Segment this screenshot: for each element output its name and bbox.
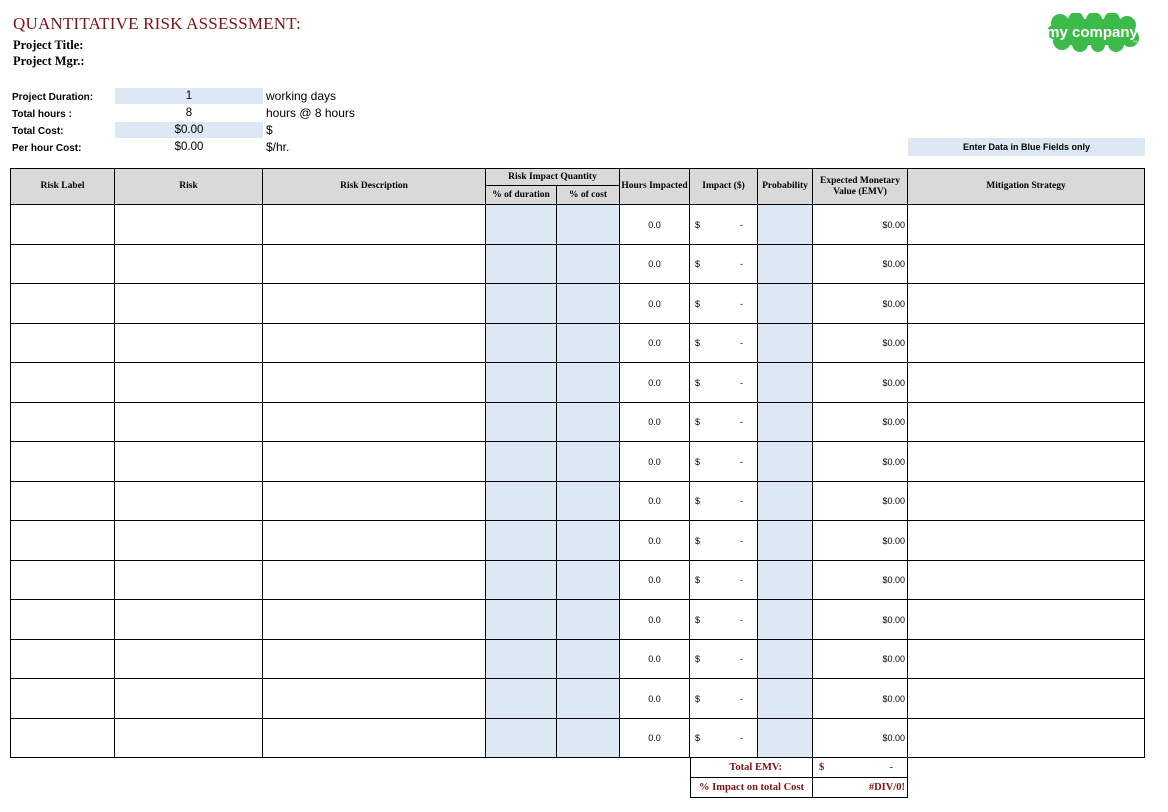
mitigation-strategy-cell[interactable] (908, 719, 1145, 758)
pct-cost-input[interactable] (557, 679, 620, 719)
hours-impacted-cell: 0.0 (620, 640, 690, 679)
header-pct-cost: % of cost (557, 186, 620, 205)
risk-description-cell[interactable] (263, 363, 486, 403)
risk-label-cell[interactable] (10, 521, 115, 561)
impact-cell (690, 403, 758, 442)
pct-duration-input[interactable] (486, 640, 557, 679)
probability-input[interactable] (758, 600, 813, 640)
pct-cost-input[interactable] (557, 482, 620, 521)
risk-cell[interactable] (115, 482, 263, 521)
probability-input[interactable] (758, 719, 813, 758)
impact-value: - (740, 219, 743, 230)
mitigation-strategy-cell[interactable] (908, 205, 1145, 245)
total-hours-label: Total hours : (12, 109, 72, 120)
risk-description-cell[interactable] (263, 482, 486, 521)
page-title: QUANTITATIVE RISK ASSESSMENT: (13, 14, 301, 33)
probability-input[interactable] (758, 640, 813, 679)
probability-input[interactable] (758, 442, 813, 482)
impact-cell (690, 640, 758, 679)
risk-cell[interactable] (115, 403, 263, 442)
hours-impacted-cell: 0.0 (620, 521, 690, 561)
total-emv-currency: $ (819, 762, 825, 773)
impact-currency: $ (695, 456, 701, 467)
pct-cost-input[interactable] (557, 403, 620, 442)
pct-duration-input[interactable] (486, 600, 557, 640)
header-pct-duration: % of duration (486, 186, 557, 205)
impact-cell (690, 324, 758, 363)
impact-currency: $ (695, 259, 701, 269)
total-hours-value: 8 (185, 107, 193, 119)
risk-description-cell[interactable] (263, 679, 486, 719)
impact-currency: $ (695, 496, 701, 506)
pct-duration-input[interactable] (486, 442, 557, 482)
header-probability: Probability (758, 168, 813, 205)
emv-cell: $0.00 (813, 324, 908, 363)
impact-value: - (740, 733, 743, 743)
risk-cell[interactable] (115, 324, 263, 363)
logo-trademark: ™ (1132, 40, 1138, 46)
pct-cost-input[interactable] (557, 561, 620, 600)
risk-description-cell[interactable] (263, 442, 486, 482)
pct-cost-input[interactable] (557, 719, 620, 758)
impact-cell (690, 679, 758, 719)
impact-cell (690, 482, 758, 521)
impact-on-total-cost-label: % Impact on total Cost (690, 778, 813, 798)
mitigation-strategy-cell[interactable] (908, 442, 1145, 482)
impact-currency: $ (695, 417, 701, 427)
hours-impacted-cell: 0.0 (620, 284, 690, 324)
pct-cost-input[interactable] (557, 284, 620, 324)
hours-impacted-cell: 0.0 (620, 482, 690, 521)
risk-description-cell[interactable] (263, 600, 486, 640)
risk-description-cell[interactable] (263, 403, 486, 442)
risk-cell[interactable] (115, 363, 263, 403)
impact-currency: $ (695, 298, 701, 309)
blue-fields-note: Enter Data in Blue Fields only (908, 138, 1145, 156)
risk-cell[interactable] (115, 561, 263, 600)
header-impact: Impact ($) (690, 168, 758, 205)
per-hour-cost-value: $0.00 (174, 141, 204, 153)
pct-duration-input[interactable] (486, 324, 557, 363)
pct-cost-input[interactable] (557, 363, 620, 403)
pct-duration-input[interactable] (486, 363, 557, 403)
probability-input[interactable] (758, 403, 813, 442)
pct-duration-input[interactable] (486, 521, 557, 561)
impact-value: - (740, 456, 743, 467)
impact-currency: $ (695, 575, 701, 585)
risk-description-cell[interactable] (263, 205, 486, 245)
risk-label-cell[interactable] (10, 245, 115, 284)
header-emv: Expected Monetary Value (EMV) (813, 168, 908, 205)
per-hour-cost-label: Per hour Cost: (12, 143, 82, 154)
mitigation-strategy-cell[interactable] (908, 679, 1145, 719)
risk-label-cell[interactable] (10, 363, 115, 403)
hours-impacted-cell: 0.0 (620, 403, 690, 442)
total-cost-label: Total Cost: (12, 126, 64, 137)
mitigation-strategy-cell[interactable] (908, 561, 1145, 600)
hours-impacted-cell: 0.0 (620, 363, 690, 403)
risk-label-cell[interactable] (10, 719, 115, 758)
emv-cell: $0.00 (813, 719, 908, 758)
probability-input[interactable] (758, 245, 813, 284)
pct-duration-input[interactable] (486, 719, 557, 758)
hours-impacted-cell: 0.0 (620, 719, 690, 758)
risk-cell[interactable] (115, 719, 263, 758)
impact-value: - (740, 693, 743, 704)
total-emv-label: Total EMV: (690, 758, 813, 778)
hours-impacted-cell: 0.0 (620, 205, 690, 245)
project-duration-label: Project Duration: (12, 92, 94, 103)
impact-value: - (740, 575, 743, 585)
total-cost-input[interactable]: $0.00 (115, 122, 263, 138)
pct-cost-input[interactable] (557, 324, 620, 363)
impact-currency: $ (695, 654, 701, 664)
impact-currency: $ (695, 377, 701, 388)
risk-cell[interactable] (115, 205, 263, 245)
risk-label-cell[interactable] (10, 600, 115, 640)
risk-label-cell[interactable] (10, 284, 115, 324)
risk-description-cell[interactable] (263, 719, 486, 758)
risk-description-cell[interactable] (263, 245, 486, 284)
impact-cell (690, 521, 758, 561)
impact-value: - (740, 377, 743, 388)
probability-input[interactable] (758, 521, 813, 561)
mitigation-strategy-cell[interactable] (908, 363, 1145, 403)
risk-description-cell[interactable] (263, 521, 486, 561)
impact-value: - (740, 614, 743, 625)
impact-cell (690, 719, 758, 758)
header-hours-impacted: Hours Impacted (620, 168, 690, 205)
pct-duration-input[interactable] (486, 245, 557, 284)
emv-cell: $0.00 (813, 245, 908, 284)
total-cost-unit: $ (266, 123, 273, 137)
impact-value: - (740, 298, 743, 309)
impact-value: - (740, 338, 743, 348)
impact-on-total-cost-value: #DIV/0! (813, 778, 908, 798)
header-risk-label: Risk Label (10, 168, 115, 205)
pct-cost-input[interactable] (557, 442, 620, 482)
logo-text: my company (1046, 24, 1138, 41)
risk-description-cell[interactable] (263, 561, 486, 600)
per-hour-cost-unit: $/hr. (266, 140, 290, 154)
total-hours-unit: hours @ 8 hours (266, 106, 355, 120)
pct-duration-input[interactable] (486, 561, 557, 600)
pct-duration-input[interactable] (486, 679, 557, 719)
risk-description-cell[interactable] (263, 284, 486, 324)
impact-currency: $ (695, 338, 701, 348)
emv-cell: $0.00 (813, 482, 908, 521)
pct-duration-input[interactable] (486, 482, 557, 521)
impact-currency: $ (695, 535, 701, 546)
risk-label-cell[interactable] (10, 561, 115, 600)
pct-cost-input[interactable] (557, 640, 620, 679)
risk-cell[interactable] (115, 640, 263, 679)
total-emv-amount: - (889, 762, 893, 773)
hours-impacted-cell: 0.0 (620, 324, 690, 363)
impact-currency: $ (695, 693, 701, 704)
probability-input[interactable] (758, 679, 813, 719)
impact-cell (690, 600, 758, 640)
mitigation-strategy-cell[interactable] (908, 245, 1145, 284)
risk-label-cell[interactable] (10, 324, 115, 363)
pct-duration-input[interactable] (486, 284, 557, 324)
pct-cost-input[interactable] (557, 600, 620, 640)
probability-input[interactable] (758, 205, 813, 245)
hours-impacted-cell: 0.0 (620, 600, 690, 640)
header-mitigation-strategy: Mitigation Strategy (908, 168, 1145, 205)
emv-cell: $0.00 (813, 205, 908, 245)
impact-value: - (740, 259, 743, 269)
impact-cell (690, 363, 758, 403)
probability-input[interactable] (758, 324, 813, 363)
hours-impacted-cell: 0.0 (620, 561, 690, 600)
pct-duration-input[interactable] (486, 403, 557, 442)
risk-label-cell[interactable] (10, 679, 115, 719)
impact-currency: $ (695, 733, 701, 743)
project-duration-unit: working days (266, 89, 337, 103)
emv-cell: $0.00 (813, 363, 908, 403)
risk-label-cell[interactable] (10, 205, 115, 245)
impact-cell (690, 561, 758, 600)
impact-cell (690, 284, 758, 324)
risk-cell[interactable] (115, 600, 263, 640)
risk-label-cell[interactable] (10, 403, 115, 442)
pct-cost-input[interactable] (557, 521, 620, 561)
mitigation-strategy-cell[interactable] (908, 324, 1145, 363)
emv-cell: $0.00 (813, 679, 908, 719)
probability-input[interactable] (758, 561, 813, 600)
emv-cell: $0.00 (813, 442, 908, 482)
risk-cell[interactable] (115, 245, 263, 284)
risk-label-cell[interactable] (10, 640, 115, 679)
risk-cell[interactable] (115, 442, 263, 482)
mitigation-strategy-cell[interactable] (908, 600, 1145, 640)
emv-cell: $0.00 (813, 403, 908, 442)
impact-value: - (740, 535, 743, 546)
impact-currency: $ (695, 614, 701, 625)
impact-cell (690, 442, 758, 482)
mitigation-strategy-cell[interactable] (908, 521, 1145, 561)
probability-input[interactable] (758, 363, 813, 403)
probability-input[interactable] (758, 482, 813, 521)
header-risk-description: Risk Description (263, 168, 486, 205)
mitigation-strategy-cell[interactable] (908, 284, 1145, 324)
total-emv-value (813, 758, 908, 778)
risk-label-cell[interactable] (10, 442, 115, 482)
risk-label-cell[interactable] (10, 482, 115, 521)
impact-value: - (740, 496, 743, 506)
emv-cell: $0.00 (813, 640, 908, 679)
mitigation-strategy-cell[interactable] (908, 482, 1145, 521)
project-manager-label: Project Mgr.: (13, 54, 85, 68)
header-risk: Risk (115, 168, 263, 205)
probability-input[interactable] (758, 284, 813, 324)
hours-impacted-cell: 0.0 (620, 442, 690, 482)
company-logo (1046, 13, 1140, 53)
impact-currency: $ (695, 219, 701, 230)
impact-cell (690, 245, 758, 284)
risk-cell[interactable] (115, 521, 263, 561)
impact-value: - (740, 417, 743, 427)
pct-cost-input[interactable] (557, 245, 620, 284)
risk-cell[interactable] (115, 284, 263, 324)
header-risk-impact-quantity: Risk Impact Quantity (486, 168, 620, 186)
project-duration-input[interactable]: 1 (115, 88, 263, 104)
mitigation-strategy-cell[interactable] (908, 640, 1145, 679)
emv-cell: $0.00 (813, 600, 908, 640)
pct-duration-input[interactable] (486, 205, 557, 245)
emv-cell: $0.00 (813, 521, 908, 561)
risk-description-cell[interactable] (263, 324, 486, 363)
impact-value: - (740, 654, 743, 664)
impact-cell (690, 205, 758, 245)
hours-impacted-cell: 0.0 (620, 245, 690, 284)
risk-cell[interactable] (115, 679, 263, 719)
emv-cell: $0.00 (813, 561, 908, 600)
project-title-label: Project Title: (13, 38, 84, 52)
hours-impacted-cell: 0.0 (620, 679, 690, 719)
emv-cell: $0.00 (813, 284, 908, 324)
mitigation-strategy-cell[interactable] (908, 403, 1145, 442)
risk-description-cell[interactable] (263, 640, 486, 679)
pct-cost-input[interactable] (557, 205, 620, 245)
